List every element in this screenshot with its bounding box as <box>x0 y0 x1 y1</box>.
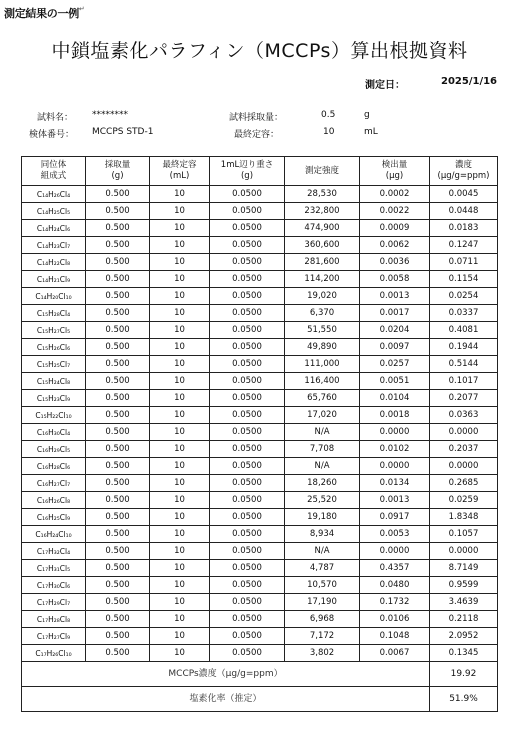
table-cell: 0.500 <box>86 254 150 271</box>
column-header-line: 組成式 <box>40 171 67 181</box>
summary-label: MCCPs濃度（μg/g=ppm） <box>22 662 430 687</box>
table-cell: 0.0500 <box>210 220 285 237</box>
table-row <box>22 543 498 560</box>
table-cell: 0.0500 <box>210 305 285 322</box>
table-cell: 0.1048 <box>360 628 430 645</box>
table-cell: 0.500 <box>86 543 150 560</box>
table-cell: 0.500 <box>86 560 150 577</box>
table-cell: N/A <box>285 458 360 475</box>
sample-amount-unit: g <box>364 110 370 120</box>
table-cell: 10 <box>150 271 210 288</box>
table-row <box>22 645 498 662</box>
table-row <box>22 458 498 475</box>
table-cell: 0.0500 <box>210 645 285 662</box>
table-cell: 474,900 <box>285 220 360 237</box>
column-header <box>150 157 210 186</box>
sample-name-value: ******** <box>92 110 128 120</box>
final-volume-label: 最終定容： <box>234 130 280 140</box>
table-cell: 0.500 <box>86 424 150 441</box>
formula-cell: C₁₆H₃₀Cl₄ <box>22 424 86 441</box>
table-cell: 0.1154 <box>430 271 498 288</box>
table-cell: 10 <box>150 424 210 441</box>
corner-label-text: 測定結果の一例 <box>4 7 79 20</box>
table-row <box>22 509 498 526</box>
table-cell: 0.0500 <box>210 288 285 305</box>
table-cell: 0.0204 <box>360 322 430 339</box>
table-cell: 0.0000 <box>430 543 498 560</box>
formula-cell: C₁₄H₂₁Cl₉ <box>22 271 86 288</box>
table-cell: 10 <box>150 526 210 543</box>
table-cell: 0.0480 <box>360 577 430 594</box>
table-cell: 0.0018 <box>360 407 430 424</box>
table-cell: 0.0500 <box>210 322 285 339</box>
formula-cell: C₁₅H₂₄Cl₈ <box>22 373 86 390</box>
column-header <box>86 157 150 186</box>
formula-cell: C₁₄H₂₂Cl₈ <box>22 254 86 271</box>
table-row <box>22 560 498 577</box>
column-header-line: 濃度 <box>454 160 472 170</box>
table-cell: 10,570 <box>285 577 360 594</box>
table-cell: 10 <box>150 594 210 611</box>
table-cell: 7,172 <box>285 628 360 645</box>
table-cell: 0.500 <box>86 509 150 526</box>
sample-name-label: 試料名： <box>37 113 74 123</box>
table-cell: 10 <box>150 645 210 662</box>
formula-cell: C₁₅H₂₇Cl₅ <box>22 322 86 339</box>
table-cell: 18,260 <box>285 475 360 492</box>
table-cell: 0.2118 <box>430 611 498 628</box>
table-cell: 3,802 <box>285 645 360 662</box>
table-cell: 0.0257 <box>360 356 430 373</box>
table-cell: 0.500 <box>86 628 150 645</box>
table-cell: 0.0500 <box>210 492 285 509</box>
table-cell: 0.0500 <box>210 254 285 271</box>
table-cell: 0.0022 <box>360 203 430 220</box>
column-header <box>22 157 86 186</box>
table-row <box>22 492 498 509</box>
table-cell: 0.500 <box>86 526 150 543</box>
formula-cell: C₁₆H₂₇Cl₇ <box>22 475 86 492</box>
table-cell: 49,890 <box>285 339 360 356</box>
table-cell: 10 <box>150 628 210 645</box>
table-cell: 0.0013 <box>360 288 430 305</box>
table-cell: 0.0500 <box>210 407 285 424</box>
final-volume-value: 10 <box>323 127 335 137</box>
table-cell: 0.0017 <box>360 305 430 322</box>
table-cell: 116,400 <box>285 373 360 390</box>
table-cell: 10 <box>150 322 210 339</box>
column-header-line: (μg) <box>385 171 404 181</box>
table-cell: 0.500 <box>86 441 150 458</box>
table-row <box>22 288 498 305</box>
table-cell: 0.0500 <box>210 390 285 407</box>
table-cell: 0.0104 <box>360 390 430 407</box>
column-header-line: 検出量 <box>381 160 408 170</box>
formula-cell: C₁₇H₃₂Cl₄ <box>22 543 86 560</box>
table-row <box>22 322 498 339</box>
table-cell: 0.0036 <box>360 254 430 271</box>
column-header <box>285 157 360 186</box>
table-cell: 0.0500 <box>210 186 285 203</box>
table-cell: 0.0500 <box>210 424 285 441</box>
table-cell: 232,800 <box>285 203 360 220</box>
table-cell: 0.0009 <box>360 220 430 237</box>
table-cell: 10 <box>150 458 210 475</box>
specimen-no-label: 検体番号： <box>29 130 75 140</box>
formula-cell: C₁₆H₂₆Cl₈ <box>22 492 86 509</box>
table-cell: 10 <box>150 237 210 254</box>
formula-cell: C₁₄H₂₄Cl₆ <box>22 220 86 237</box>
date-label: 測定日： <box>365 80 405 91</box>
table-cell: 0.500 <box>86 611 150 628</box>
table-cell: 3.4639 <box>430 594 498 611</box>
table-cell: N/A <box>285 543 360 560</box>
table-cell: 0.0500 <box>210 628 285 645</box>
table-cell: 0.0500 <box>210 543 285 560</box>
table-cell: 0.500 <box>86 594 150 611</box>
table-cell: 7,708 <box>285 441 360 458</box>
table-row <box>22 407 498 424</box>
sample-amount-label: 試料採取量： <box>229 113 284 123</box>
table-cell: 10 <box>150 373 210 390</box>
table-cell: 0.2037 <box>430 441 498 458</box>
table-cell: 0.500 <box>86 271 150 288</box>
table-cell: 0.500 <box>86 373 150 390</box>
column-header-line: 最終定容 <box>162 160 197 170</box>
table-cell: 0.0000 <box>430 458 498 475</box>
formula-cell: C₁₅H₂₆Cl₆ <box>22 339 86 356</box>
table-cell: 0.500 <box>86 458 150 475</box>
table-row <box>22 356 498 373</box>
table-cell: 0.0045 <box>430 186 498 203</box>
table-cell: 0.0363 <box>430 407 498 424</box>
table-cell: 65,760 <box>285 390 360 407</box>
table-cell: 0.0917 <box>360 509 430 526</box>
table-cell: 0.0500 <box>210 509 285 526</box>
table-cell: 0.1057 <box>430 526 498 543</box>
table-cell: 0.0500 <box>210 237 285 254</box>
table-cell: 0.0711 <box>430 254 498 271</box>
table-cell: 0.0500 <box>210 203 285 220</box>
table-cell: 0.0051 <box>360 373 430 390</box>
table-cell: 28,530 <box>285 186 360 203</box>
formula-cell: C₁₇H₃₁Cl₅ <box>22 560 86 577</box>
table-cell: 360,600 <box>285 237 360 254</box>
formula-cell: C₁₅H₂₂Cl₁₀ <box>22 407 86 424</box>
table-row <box>22 628 498 645</box>
table-cell: 0.500 <box>86 322 150 339</box>
specimen-no-value: MCCPS STD-1 <box>92 127 154 137</box>
formula-cell: C₁₇H₂₆Cl₁₀ <box>22 645 86 662</box>
table-cell: 281,600 <box>285 254 360 271</box>
table-cell: 10 <box>150 339 210 356</box>
table-cell: 0.500 <box>86 186 150 203</box>
table-cell: 0.0500 <box>210 356 285 373</box>
table-cell: 1.8348 <box>430 509 498 526</box>
table-cell: 8.7149 <box>430 560 498 577</box>
table-cell: 10 <box>150 288 210 305</box>
table-cell: 0.0500 <box>210 560 285 577</box>
table-cell: 0.0500 <box>210 458 285 475</box>
table-cell: 0.1732 <box>360 594 430 611</box>
table-cell: 0.0062 <box>360 237 430 254</box>
table-cell: 10 <box>150 254 210 271</box>
table-row <box>22 271 498 288</box>
document-title: 中鎖塩素化パラフィン（MCCPs）算出根拠資料 <box>51 40 468 62</box>
formula-cell: C₁₆H₂₈Cl₆ <box>22 458 86 475</box>
table-row <box>22 305 498 322</box>
table-cell: 10 <box>150 611 210 628</box>
table-cell: 0.0067 <box>360 645 430 662</box>
table-cell: 10 <box>150 407 210 424</box>
formula-cell: C₁₅H₂₃Cl₉ <box>22 390 86 407</box>
table-cell: 0.500 <box>86 203 150 220</box>
summary-row <box>22 687 498 712</box>
table-cell: 10 <box>150 220 210 237</box>
table-cell: 0.0102 <box>360 441 430 458</box>
table-row <box>22 594 498 611</box>
final-volume-unit: mL <box>364 127 378 137</box>
table-cell: 0.0500 <box>210 373 285 390</box>
column-header-line: (g) <box>111 171 124 181</box>
table-cell: 25,520 <box>285 492 360 509</box>
table-cell: 10 <box>150 441 210 458</box>
table-row <box>22 203 498 220</box>
table-cell: 0.500 <box>86 339 150 356</box>
table-cell: 4,787 <box>285 560 360 577</box>
table-row <box>22 441 498 458</box>
table-cell: 10 <box>150 186 210 203</box>
table-cell: 0.500 <box>86 305 150 322</box>
table-cell: 0.5144 <box>430 356 498 373</box>
formula-cell: C₁₆H₂₅Cl₉ <box>22 509 86 526</box>
table-cell: 10 <box>150 577 210 594</box>
results-table <box>21 156 498 712</box>
table-cell: 0.0183 <box>430 220 498 237</box>
formula-cell: C₁₄H₂₃Cl₇ <box>22 237 86 254</box>
table-row <box>22 424 498 441</box>
table-cell: 0.0500 <box>210 526 285 543</box>
table-cell: 10 <box>150 390 210 407</box>
table-cell: 0.0254 <box>430 288 498 305</box>
table-cell: 0.0500 <box>210 441 285 458</box>
table-cell: 0.0337 <box>430 305 498 322</box>
header-row <box>22 157 498 186</box>
summary-value: 51.9% <box>430 687 498 712</box>
formula-cell: C₁₇H₂₇Cl₉ <box>22 628 86 645</box>
table-cell: 0.0500 <box>210 611 285 628</box>
table-cell: 111,000 <box>285 356 360 373</box>
formula-cell: C₁₅H₂₈Cl₄ <box>22 305 86 322</box>
table-row <box>22 526 498 543</box>
table-cell: N/A <box>285 424 360 441</box>
table-cell: 10 <box>150 356 210 373</box>
formula-cell: C₁₇H₃₀Cl₆ <box>22 577 86 594</box>
table-cell: 0.0058 <box>360 271 430 288</box>
table-cell: 0.0500 <box>210 271 285 288</box>
table-cell: 0.0002 <box>360 186 430 203</box>
table-row <box>22 390 498 407</box>
column-header <box>360 157 430 186</box>
table-row <box>22 611 498 628</box>
table-cell: 0.4081 <box>430 322 498 339</box>
formula-cell: C₁₄H₂₆Cl₄ <box>22 186 86 203</box>
summary-label: 塩素化率（推定） <box>22 687 430 712</box>
column-header-line: (mL) <box>169 171 190 181</box>
return-mark-icon: ↵ <box>78 5 85 13</box>
table-row <box>22 186 498 203</box>
table-cell: 0.0500 <box>210 475 285 492</box>
column-header-line: (μg/g=ppm) <box>437 171 490 181</box>
table-cell: 0.500 <box>86 475 150 492</box>
column-header-line: 採取量 <box>104 160 131 170</box>
table-cell: 0.1944 <box>430 339 498 356</box>
table-cell: 0.0000 <box>360 543 430 560</box>
table-cell: 10 <box>150 203 210 220</box>
table-cell: 10 <box>150 509 210 526</box>
column-header <box>430 157 498 186</box>
table-cell: 0.9599 <box>430 577 498 594</box>
summary-row <box>22 662 498 687</box>
table-cell: 0.0000 <box>360 424 430 441</box>
table-cell: 0.1345 <box>430 645 498 662</box>
formula-cell: C₁₄H₂₅Cl₅ <box>22 203 86 220</box>
table-cell: 0.500 <box>86 492 150 509</box>
table-cell: 0.0500 <box>210 339 285 356</box>
table-row <box>22 373 498 390</box>
table-cell: 0.500 <box>86 237 150 254</box>
table-cell: 19,020 <box>285 288 360 305</box>
table-cell: 0.500 <box>86 356 150 373</box>
table-cell: 2.0952 <box>430 628 498 645</box>
table-cell: 0.0000 <box>430 424 498 441</box>
table-cell: 0.2685 <box>430 475 498 492</box>
table-cell: 0.0013 <box>360 492 430 509</box>
table-cell: 17,020 <box>285 407 360 424</box>
table-cell: 0.500 <box>86 645 150 662</box>
table-cell: 51,550 <box>285 322 360 339</box>
formula-cell: C₁₅H₂₅Cl₇ <box>22 356 86 373</box>
table-cell: 10 <box>150 560 210 577</box>
formula-cell: C₁₆H₂₉Cl₅ <box>22 441 86 458</box>
table-cell: 0.1017 <box>430 373 498 390</box>
table-row <box>22 220 498 237</box>
table-cell: 10 <box>150 492 210 509</box>
table-row <box>22 254 498 271</box>
table-cell: 10 <box>150 305 210 322</box>
table-cell: 6,968 <box>285 611 360 628</box>
table-cell: 0.0448 <box>430 203 498 220</box>
column-header-line: 測定強度 <box>304 165 339 176</box>
table-cell: 19,180 <box>285 509 360 526</box>
column-header-line: 同位体 <box>40 160 67 170</box>
table-cell: 0.500 <box>86 220 150 237</box>
table-row <box>22 339 498 356</box>
table-cell: 0.0134 <box>360 475 430 492</box>
corner-label <box>4 5 84 21</box>
table-cell: 17,190 <box>285 594 360 611</box>
formula-cell: C₁₇H₂₈Cl₈ <box>22 611 86 628</box>
column-header-line: (g) <box>240 171 254 181</box>
table-cell: 0.0053 <box>360 526 430 543</box>
column-header <box>210 157 285 186</box>
table-cell: 0.0097 <box>360 339 430 356</box>
formula-cell: C₁₇H₂₉Cl₇ <box>22 594 86 611</box>
table-cell: 0.4357 <box>360 560 430 577</box>
formula-cell: C₁₄H₂₀Cl₁₀ <box>22 288 86 305</box>
table-cell: 0.0500 <box>210 594 285 611</box>
table-cell: 0.0000 <box>360 458 430 475</box>
table-cell: 0.500 <box>86 288 150 305</box>
table-row <box>22 475 498 492</box>
table-cell: 0.0106 <box>360 611 430 628</box>
table-cell: 0.2077 <box>430 390 498 407</box>
formula-cell: C₁₆H₂₄Cl₁₀ <box>22 526 86 543</box>
table-cell: 0.0259 <box>430 492 498 509</box>
table-cell: 8,934 <box>285 526 360 543</box>
summary-value: 19.92 <box>430 662 498 687</box>
table-cell: 0.500 <box>86 390 150 407</box>
table-cell: 0.500 <box>86 577 150 594</box>
table-row <box>22 237 498 254</box>
table-cell: 10 <box>150 543 210 560</box>
table-cell: 0.500 <box>86 407 150 424</box>
sample-amount-value: 0.5 <box>321 110 336 120</box>
table-cell: 10 <box>150 475 210 492</box>
date-value: 2025/1/16 <box>441 76 498 87</box>
table-cell: 0.1247 <box>430 237 498 254</box>
table-cell: 114,200 <box>285 271 360 288</box>
table-cell: 0.0500 <box>210 577 285 594</box>
table-row <box>22 577 498 594</box>
table-cell: 6,370 <box>285 305 360 322</box>
column-header-line: 1mL辺り重さ <box>220 160 274 170</box>
